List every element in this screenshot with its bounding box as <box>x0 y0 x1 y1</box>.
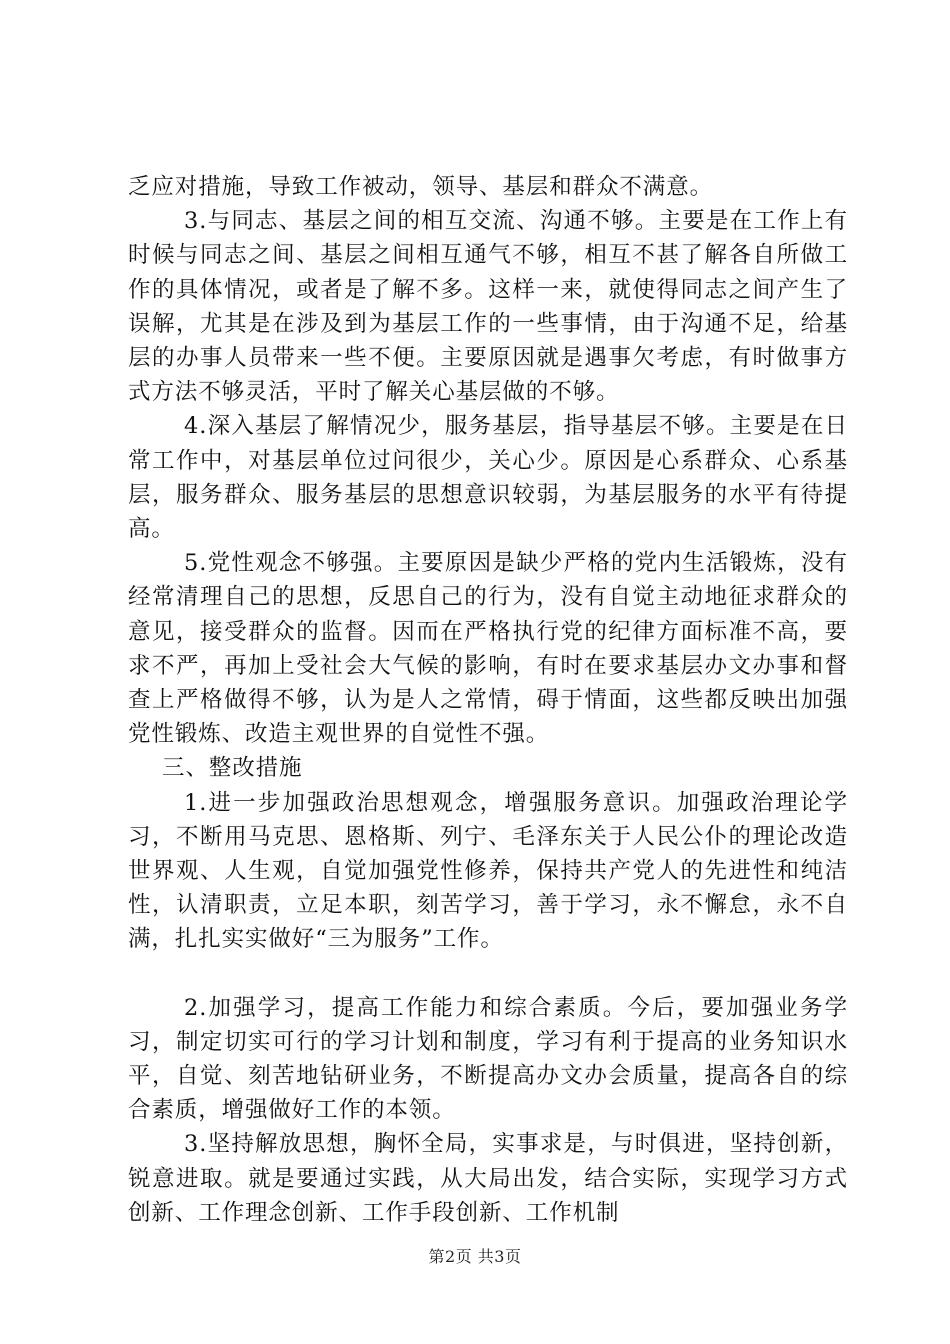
paragraph-item-4-grassroots: 4.深入基层了解情况少，服务基层，指导基层不够。主要是在日常工作中，对基层单位过问很少，关心少。原因是心系群众、心系基层，服务群众、服务基层的思想意识较弱，为基层服务的水平有待提高。 <box>128 413 848 543</box>
page-number-footer: 第2页 共3页 <box>428 1247 522 1266</box>
paragraph-item-5-party-spirit: 5.党性观念不够强。主要原因是缺少严格的党内生活锻炼，没有经常清理自己的思想，反思自己的行为，没有自觉主动地征求群众的意见，接受群众的监督。因而在严格执行党的纪律方面标准不高，要求不严，再加上受社会大气候的影响，有时在要求基层办文办事和督查上严格做得不够，认为是人之常情，碍于情面，这些都反映出加强党性锻炼、改造主观世界的自觉性不强。 <box>128 550 848 748</box>
paragraph-item-3-communication: 3.与同志、基层之间的相互交流、沟通不够。主要是在工作上有时候与同志之间、基层之间相互通气不够，相互不甚了解各自所做工作的具体情况，或者是了解不多。这样一来，就使得同志之间产生了误解，尤其是在涉及到为基层工作的一些事情，由于沟通不足，给基层的办事人员带来一些不便。主要原因就是遇事欠考虑，有时做事方式方法不够灵活，平时了解关心基层做的不够。 <box>128 208 848 406</box>
paragraph-gap <box>128 957 848 991</box>
paragraph-measure-2: 2.加强学习，提高工作能力和综合素质。今后，要加强业务学习，制定切实可行的学习计划和制度，学习有利于提高的业务知识水平，自觉、刻苦地钻研业务，不断提高办文办会质量，提高各自的综合素质，增强做好工作的本领。 <box>128 994 848 1124</box>
paragraph-measure-1: 1.进一步加强政治思想观念，增强服务意识。加强政治理论学习，不断用马克思、恩格斯、列宁、毛泽东关于人民公仆的理论改造世界观、人生观，自觉加强党性修养，保持共产党人的先进性和纯洁性，认清职责，立足本职，刻苦学习，善于学习，永不懈怠，永不自满，扎扎实实做好“三为服务”工作。 <box>128 789 848 953</box>
paragraph-measure-3: 3.坚持解放思想，胸怀全局，实事求是，与时俱进，坚持创新，锐意进取。就是要通过实践，从大局出发，结合实际，实现学习方式创新、工作理念创新、工作手段创新、工作机制 <box>128 1131 848 1226</box>
paragraph-continuation: 乏应对措施，导致工作被动，领导、基层和群众不满意。 <box>128 174 714 200</box>
section-heading-rectification: 三、整改措施 <box>162 755 303 782</box>
document-body <box>128 170 848 1230</box>
